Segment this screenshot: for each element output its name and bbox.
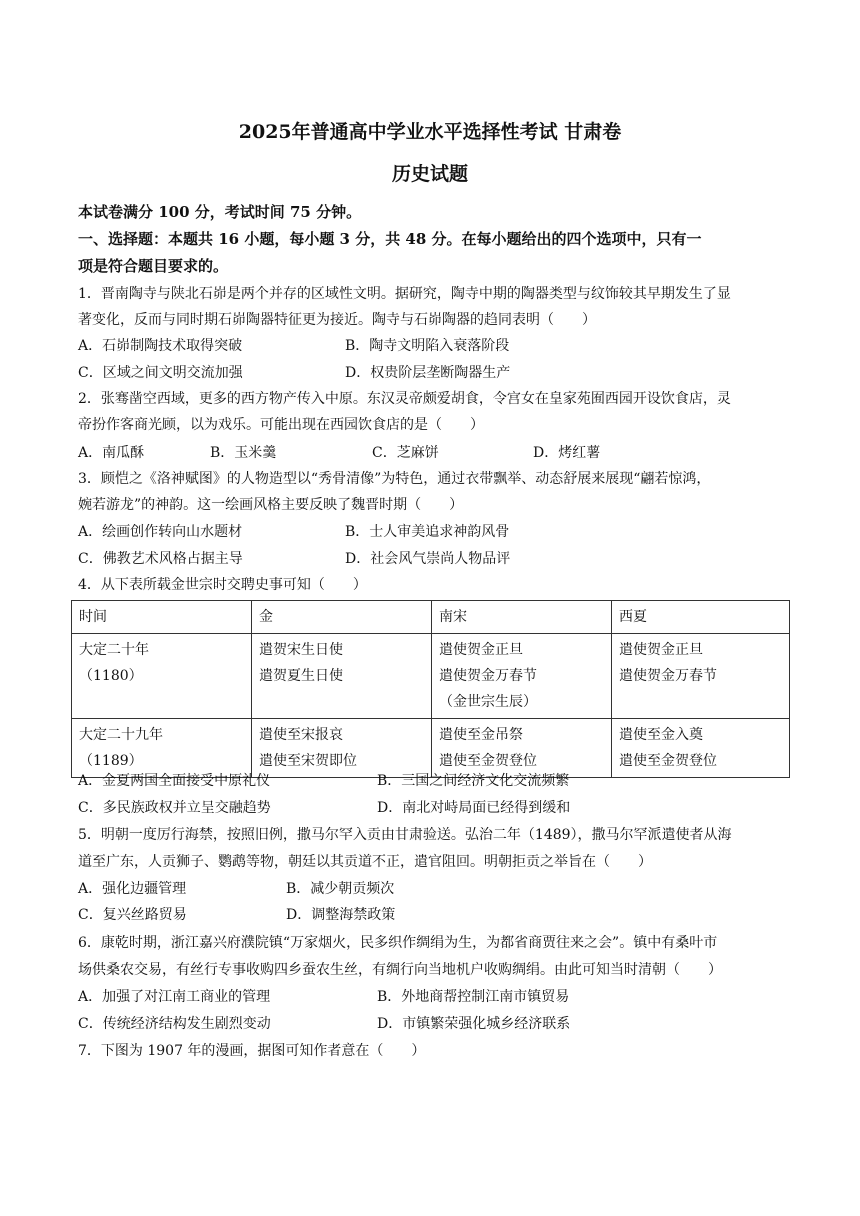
table-cell-song bbox=[432, 634, 612, 719]
q6-option-d: D．市镇繁荣强化城乡经济联系 bbox=[377, 1016, 571, 1032]
table-cell-xia bbox=[612, 719, 790, 778]
q1-option-c: C．区域之间文明交流加强 bbox=[78, 365, 243, 381]
exam-intro: 本试卷满分 100 分，考试时间 75 分钟。 bbox=[78, 203, 362, 221]
table-header-jin: 金 bbox=[252, 601, 432, 634]
q5-option-b: B．减少朝贡频次 bbox=[286, 881, 395, 897]
q3-option-b: B．士人审美追求神韵风骨 bbox=[345, 524, 510, 540]
exam-subject: 历史试题 bbox=[391, 163, 468, 185]
q5-stem-line1: 5．明朝一度厉行海禁，按照旧例，撒马尔罕入贡由甘肃验送。弘治二年（1489），撒马尔罕派遣使者从海 bbox=[78, 827, 732, 843]
q4-option-a: A．金夏两国全面接受中原礼仪 bbox=[78, 773, 271, 789]
q1-option-d: D．权贵阶层垄断陶器生产 bbox=[345, 365, 511, 381]
cell-line: 遣使贺金万春节 bbox=[619, 668, 717, 684]
q2-option-c: C．芝麻饼 bbox=[372, 445, 439, 461]
cell-line: 大定二十年 bbox=[79, 642, 149, 658]
cell-line: 遣使至金入奠 bbox=[619, 727, 703, 743]
q6-stem-line2: 场供桑农交易，有丝行专事收购四乡蚕农生丝，有绸行向当地机户收购绸绢。由此可知当时清朝（ ） bbox=[78, 962, 722, 978]
q5-option-d: D．调整海禁政策 bbox=[286, 907, 396, 923]
cell-line: 遣使至金贺登位 bbox=[619, 753, 717, 769]
q1-option-b: B．陶寺文明陷入衰落阶段 bbox=[345, 338, 510, 354]
cell-line: （1180） bbox=[79, 668, 143, 684]
cell-line: 遣使至金贺登位 bbox=[439, 753, 537, 769]
cell-line: 遣贺宋生日使 bbox=[259, 642, 343, 658]
q3-option-d: D．社会风气崇尚人物品评 bbox=[345, 551, 511, 567]
q2-stem-line1: 2．张骞凿空西域，更多的西方物产传入中原。东汉灵帝颇爱胡食，令宫女在皇家苑囿西园开设饮食店，灵 bbox=[78, 391, 731, 407]
q7-stem-line1: 7．下图为 1907 年的漫画，据图可知作者意在（ ） bbox=[78, 1043, 426, 1059]
table-cell-xia bbox=[612, 634, 790, 719]
table-cell-song bbox=[432, 719, 612, 778]
q4-table bbox=[71, 600, 790, 778]
q5-option-c: C．复兴丝路贸易 bbox=[78, 907, 187, 923]
cell-line: 遣使贺金万春节 bbox=[439, 668, 537, 684]
cell-line: 大定二十九年 bbox=[79, 727, 163, 743]
cell-line: 遣使贺金正旦 bbox=[439, 642, 523, 658]
q3-stem-line2: 婉若游龙”的神韵。这一绘画风格主要反映了魏晋时期（ ） bbox=[78, 497, 464, 513]
q2-option-a: A．南瓜酥 bbox=[78, 445, 145, 461]
q3-option-a: A．绘画创作转向山水题材 bbox=[78, 524, 243, 540]
q4-option-c: C．多民族政权并立呈交融趋势 bbox=[78, 800, 271, 816]
section-heading-line2: 项是符合题目要求的。 bbox=[78, 257, 229, 275]
table-header-row bbox=[72, 601, 790, 634]
q6-stem-line1: 6．康乾时期，浙江嘉兴府濮院镇“万家烟火，民多织作绸绢为生，为都省商贾往来之会”。镇中有桑叶市 bbox=[78, 935, 718, 951]
table-row bbox=[72, 719, 790, 778]
q5-stem-line2: 道至广东，人贡狮子、鹦鹉等物，朝廷以其贡道不正，遣官阻回。明朝拒贡之举旨在（ ） bbox=[78, 854, 652, 870]
q4-option-d: D．南北对峙局面已经得到缓和 bbox=[377, 800, 571, 816]
section-heading-line1: 一、选择题：本题共 16 小题，每小题 3 分，共 48 分。在每小题给出的四个选项中，只有一 bbox=[78, 230, 702, 248]
cell-line: 遣使贺金正旦 bbox=[619, 642, 703, 658]
q3-option-c: C．佛教艺术风格占据主导 bbox=[78, 551, 243, 567]
q3-stem-line1: 3．顾恺之《洛神赋图》的人物造型以“秀骨清像”为特色，通过衣带飘举、动态舒展来展现“翩若惊鸿， bbox=[78, 471, 711, 487]
q4-stem: 4．从下表所载金世宗时交聘史事可知（ ） bbox=[78, 577, 367, 593]
table-cell-jin bbox=[252, 719, 432, 778]
table-header-xia: 西夏 bbox=[612, 601, 790, 634]
q6-option-b: B．外地商帮控制江南市镇贸易 bbox=[377, 989, 570, 1005]
q2-option-d: D．烤红薯 bbox=[533, 445, 601, 461]
cell-line: 遣贺夏生日使 bbox=[259, 668, 343, 684]
q6-option-a: A．加强了对江南工商业的管理 bbox=[78, 989, 271, 1005]
table-header-time: 时间 bbox=[72, 601, 252, 634]
q1-stem-line2: 著变化，反而与同时期石峁陶器特征更为接近。陶寺与石峁陶器的趋同表明（ ） bbox=[78, 312, 596, 328]
q5-option-a: A．强化边疆管理 bbox=[78, 881, 187, 897]
exam-title: 2025年普通高中学业水平选择性考试 甘肃卷 bbox=[238, 121, 622, 143]
q2-option-b: B．玉米羹 bbox=[210, 445, 277, 461]
cell-line: 遣使至宋报哀 bbox=[259, 727, 343, 743]
cell-line: 遣使至宋贺即位 bbox=[259, 753, 357, 769]
cell-line: （1189） bbox=[79, 753, 143, 769]
cell-line: （金世宗生辰） bbox=[439, 694, 537, 710]
table-cell-time bbox=[72, 634, 252, 719]
q1-stem-line1: 1．晋南陶寺与陕北石峁是两个并存的区域性文明。据研究，陶寺中期的陶器类型与纹饰较其早期发生了显 bbox=[78, 286, 731, 302]
q1-option-a: A．石峁制陶技术取得突破 bbox=[78, 338, 243, 354]
table-row bbox=[72, 634, 790, 719]
q2-stem-line2: 帝扮作客商光顾，以为戏乐。可能出现在西园饮食店的是（ ） bbox=[78, 417, 484, 433]
table-cell-jin bbox=[252, 634, 432, 719]
cell-line: 遣使至金吊祭 bbox=[439, 727, 523, 743]
table-cell-time bbox=[72, 719, 252, 778]
q6-option-c: C．传统经济结构发生剧烈变动 bbox=[78, 1016, 271, 1032]
table-header-song: 南宋 bbox=[432, 601, 612, 634]
q4-option-b: B．三国之间经济文化交流频繁 bbox=[377, 773, 570, 789]
